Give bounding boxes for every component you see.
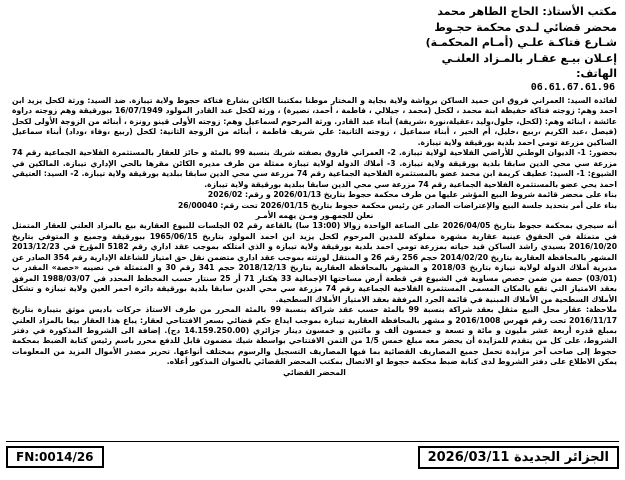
file-number-box: FN:0014/26	[6, 446, 104, 468]
hearing-order-reference: بناء على أمر بتحديد جلسة البيع والإعتراضات الصادر عن رئيس محكمة حجوط بتاريخ 2026/01/15 تحت رقم: 26/00040	[177, 200, 617, 210]
bailiff-header	[287, 4, 617, 82]
conditions-list-reference: بناء على محضر قائمة شروط البيع المؤشر عليها من طرف محكمة حجوط بتاريخ 2026/01/13 و رقم: 2026/02	[207, 190, 617, 200]
bailiff-court-title: محضر قضائي لـدى محكمة حجـوط	[434, 20, 617, 34]
bailiff-signature: المحضر القضائي	[283, 367, 346, 377]
notice-body	[12, 96, 617, 378]
property-description-paragraph: أنه سيجري بمحكمة حجوط بتاريخ 2026/04/05 على الساعة الواحدة زوالا (13:00 سا) بالقاعة رقم 02 الجلسات للبيوع العقارية بيع بالمزاد العلني للعقار المتمثل في متمثلة في الحقوق عينية عقارية مشهرة مملوكة للمدين المرحوم لكحل يزيد ابن احمد المولود بتاريخ 1965/06/15 ببورقيقة وجميع و المتوفي بتاريخ 2016/10/20 بسيدي راشد الساكن قيد حياته بمزرعة تومي احمد بلدية بورقيقة ولاية تيبازة و الذي امتلكه بموجب عقد اداري رقم 5182 المؤرخ في 2013/12/23 المشهر بالمحافظة العقارية بتاريخ 2014/02/20 حجم 256 رقم 26 و المنتقل لورثته بموجب عقد اداري متضمن نقل حق امتياز للشاغلة الإدارية رقم 354 الصادر عن مديرية أملاك الدولة لولاية تيبازة بتاريخ 2018/03 و المشهر بالمحافظة العقارية بتاريخ 2018/12/13 حجم 341 رقم 30 و المتمثلة في نصيبه «حصة» المقدر ب (03/01) حصة من ضمن حصص مساوية في الشيوع في قطعة أرض مساحتها الإجمالية 33 هكتار 71 أر 25 سنتار حسب المخطط المحدد في 1988/03/07 المرفق بعقد الامتياز التي تقع بالمكان المسمى المستثمرة الفلاحية الجماعية رقم 74 مزرعة سي محي الدين سابقا بلدية بورقيقة دائرة احمر العين ولاية تيبازة و تشكل الأملاك السطحية من الأملاك المبنية في قائمة الجرد المرفقة بعقد الامتياز الأملاك السطحية.	[12, 221, 618, 304]
phone-number: 06.61.67.61.96	[530, 82, 615, 93]
note-paragraph: ملاحظة: عقار محل البيع مثقل بعقد شراكة بنسبة 99 بالمئة حسب عقد شراكة بنسبة 99 بالمئة المحرر من طرف الاستاذ حركات باديس موثق بتيبازة بتاريخ 2016/11/17 تحت رقم فهرس 2016/1008 و مشهر بالمحافظة العقارية تيبازة بموجب ايداع حكم قضائي بسعر الافتتاحي لعقار: يباع هذا العقار بيعا بالمزاد العلني بمبلغ قدره أربعة عشر مليون و مائة و تسعة و خمسون ألف و مائتين و خمسون دينار جزائري (14.159.250.00 دج). إضافة الى الشروط المذكورة في دفتر الشروط، على كل من يتقدم للمزايدة أن يحضر معه مبلغ خمس 1/5 من الثمن الافتتاحي بواسطة شيك مضمون قابل للدفع محرر باسم رئيس كتابة الضبط بمحكمة حجوط إلى صاحب آخر مزايدة تحمل جميع المصاريف القضائية بما فيها المصاريف التسجيل والرسوم بمختلف أنواعها. تحرير مصدر الأموال المزيد من المعلومات يمكن الاطلاع على دفتر الشروط لدى كتابة ضبط محكمة حجوط او الاتصال بمكتب المحضر القضائي بالعنوان المذكور أعلاه.	[12, 305, 618, 367]
footer-bar	[6, 441, 619, 472]
newspaper-date-box: الجزائر الجديدة 2026/03/11	[418, 446, 619, 469]
bailiff-address: شـارع فتاكـة علـي (أمـام المحكمـة)	[425, 36, 617, 49]
bailiff-office-name: مكتب الأستاذ: الحاج الطاهر محمد	[437, 5, 617, 18]
phone-label: الهاتف:	[576, 67, 617, 80]
public-announcement-heading: نعلن للجمهـور ومـن يهمه الأمـر	[255, 210, 374, 220]
notice-title: إعـلان بيـع عقـار بالمـزاد العلنـي	[441, 51, 617, 65]
attendance-paragraph: بحضور: 1- الديوان الوطني للأراضي الفلاحية لولاية تيبازة. 2- العمراني فاروق بصفته شريك بنسبة 99 بالمئة و حائز للعقار بالمستثمرة الفلاحية الجماعية رقم 74 مزرعة سي محي الدين سابقا بلدية بورقيقة ولاية تيبازة. 3- أملاك الدولة لولاية تيبازة ممثلة من طرف مديره الكائن مقرها بالحي الإداري تيبازة. المالكين في الشيوع: 1- السيد: عطيف كريمة ابن محمد عضو بالمستثمرة الفلاحية الجماعية رقم 74 مزرعة سي محي الدين سابقا ببلدية بورقيقة ولاية تيبازة. 2- السيد: العتيقي احمد يحي عضو بالمستثمرة الفلاحية الجماعية رقم 74 مزرعة سي محي الدين سابقا ببلدية بورقيقة ولاية تيبازة.	[12, 148, 617, 189]
parties-paragraph: لفائدة السيد: العمراني فروق ابن حميد الساكن برواشة ولاية بجاية و المختار موطنا بمكتبنا الكائن بشارع فتاكة حجوط ولاية تيبازة. ضد السيد: ورثة لكحل يزيد ابن احمد وهم: زوجته فتاكة حفيظة ابنة محمد ، لكحل (محمد ، جيلالي ، فاطمة ، أحمد، نصيرة) ، ورثة لكحل عبد القادر المولود 16/07/1949 ببورقيقة وهم زوجته دراوة عائشة ، ابنائه وهم: (لكحل، جلول،وليد ،عقيلة،نورة ،شريفة) أبناء عبد القادر. ورثة المرحوم لسماعيل وهم: زوجته الأولى قينو رونزة ، أبنائه من الزوجة الأولى لكحل (فيصل ،عبد الكريم ،ربيع ،خليل، أم الخير ، أبناء سماعيل ، زوجته الثانية: علي شريف فاطمة ، أبنائه من الزوجة الثانية: لكحل (ربيع ،وفاء ،وداد) أبناء سماعيل الساكين مزرعة تومي احمد بلدية بورقيقة ولاية تيبازة.	[12, 96, 617, 147]
